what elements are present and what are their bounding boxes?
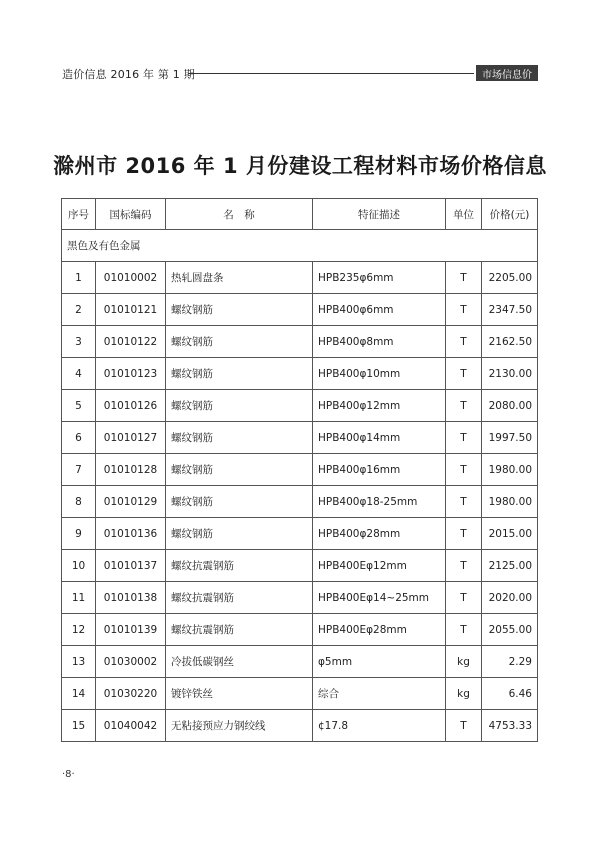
row-index: 12 xyxy=(62,614,96,646)
row-index: 5 xyxy=(62,390,96,422)
row-name: 螺纹抗震钢筋 xyxy=(166,582,313,614)
table-row xyxy=(62,614,538,646)
table-row xyxy=(62,390,538,422)
row-name: 镀锌铁丝 xyxy=(166,678,313,710)
row-price: 2130.00 xyxy=(482,358,538,390)
row-index: 3 xyxy=(62,326,96,358)
row-code: 01010139 xyxy=(96,614,166,646)
row-name: 螺纹抗震钢筋 xyxy=(166,550,313,582)
row-name: 螺纹抗震钢筋 xyxy=(166,614,313,646)
page-title: 滁州市 2016 年 1 月份建设工程材料市场价格信息 xyxy=(53,154,547,178)
row-index: 10 xyxy=(62,550,96,582)
row-code: 01010138 xyxy=(96,582,166,614)
row-code: 01010122 xyxy=(96,326,166,358)
row-unit: T xyxy=(446,582,482,614)
price-table xyxy=(61,198,538,742)
row-unit: T xyxy=(446,326,482,358)
row-code: 01010123 xyxy=(96,358,166,390)
table-row xyxy=(62,710,538,742)
col-header-name: 名 称 xyxy=(166,199,313,230)
row-name: 热轧圆盘条 xyxy=(166,262,313,294)
row-price: 2015.00 xyxy=(482,518,538,550)
section-badge: 市场信息价 xyxy=(476,65,538,81)
row-code: 01010002 xyxy=(96,262,166,294)
row-price: 2205.00 xyxy=(482,262,538,294)
row-price: 2020.00 xyxy=(482,582,538,614)
row-price: 6.46 xyxy=(482,678,538,710)
table-row xyxy=(62,326,538,358)
col-header-price: 价格(元) xyxy=(482,199,538,230)
row-price: 1980.00 xyxy=(482,454,538,486)
row-index: 14 xyxy=(62,678,96,710)
row-name: 螺纹钢筋 xyxy=(166,326,313,358)
issue-label: 造价信息 2016 年 第 1 期 xyxy=(62,68,195,81)
row-price: 1980.00 xyxy=(482,486,538,518)
row-price: 2125.00 xyxy=(482,550,538,582)
table-row xyxy=(62,294,538,326)
row-spec: HPB400φ14mm xyxy=(313,422,446,454)
row-spec: HPB400Eφ12mm xyxy=(313,550,446,582)
row-unit: kg xyxy=(446,678,482,710)
row-index: 13 xyxy=(62,646,96,678)
table-row xyxy=(62,422,538,454)
table-row xyxy=(62,454,538,486)
row-spec: HPB400φ6mm xyxy=(313,294,446,326)
row-unit: T xyxy=(446,550,482,582)
row-code: 01010128 xyxy=(96,454,166,486)
row-unit: T xyxy=(446,454,482,486)
row-code: 01010121 xyxy=(96,294,166,326)
row-unit: T xyxy=(446,422,482,454)
table-row xyxy=(62,486,538,518)
row-spec: HPB400Eφ28mm xyxy=(313,614,446,646)
row-name: 螺纹钢筋 xyxy=(166,390,313,422)
row-index: 11 xyxy=(62,582,96,614)
row-name: 螺纹钢筋 xyxy=(166,358,313,390)
row-index: 15 xyxy=(62,710,96,742)
row-index: 6 xyxy=(62,422,96,454)
row-index: 9 xyxy=(62,518,96,550)
category-label: 黑色及有色金属 xyxy=(62,230,538,262)
col-header-unit: 单位 xyxy=(446,199,482,230)
row-code: 01030220 xyxy=(96,678,166,710)
row-index: 1 xyxy=(62,262,96,294)
row-price: 2162.50 xyxy=(482,326,538,358)
row-unit: T xyxy=(446,358,482,390)
col-header-index: 序号 xyxy=(62,199,96,230)
table-row xyxy=(62,582,538,614)
row-name: 无粘接预应力钢绞线 xyxy=(166,710,313,742)
page-number: ·8· xyxy=(62,769,75,780)
row-code: 01010129 xyxy=(96,486,166,518)
table-row xyxy=(62,550,538,582)
table-row xyxy=(62,358,538,390)
row-code: 01010136 xyxy=(96,518,166,550)
row-code: 01030002 xyxy=(96,646,166,678)
row-spec: HPB235φ6mm xyxy=(313,262,446,294)
row-spec: HPB400φ8mm xyxy=(313,326,446,358)
row-unit: T xyxy=(446,262,482,294)
row-name: 螺纹钢筋 xyxy=(166,486,313,518)
row-unit: kg xyxy=(446,646,482,678)
row-code: 01010127 xyxy=(96,422,166,454)
row-spec: HPB400Eφ14~25mm xyxy=(313,582,446,614)
row-price: 4753.33 xyxy=(482,710,538,742)
row-index: 4 xyxy=(62,358,96,390)
row-index: 2 xyxy=(62,294,96,326)
row-unit: T xyxy=(446,518,482,550)
row-spec: 综合 xyxy=(313,678,446,710)
row-name: 螺纹钢筋 xyxy=(166,294,313,326)
row-spec: HPB400φ18-25mm xyxy=(313,486,446,518)
row-code: 01010126 xyxy=(96,390,166,422)
row-unit: T xyxy=(446,486,482,518)
row-spec: HPB400φ16mm xyxy=(313,454,446,486)
row-spec: HPB400φ28mm xyxy=(313,518,446,550)
table-row xyxy=(62,518,538,550)
category-row xyxy=(62,230,538,262)
table-row xyxy=(62,646,538,678)
row-unit: T xyxy=(446,614,482,646)
row-spec: HPB400φ12mm xyxy=(313,390,446,422)
row-name: 螺纹钢筋 xyxy=(166,454,313,486)
row-name: 螺纹钢筋 xyxy=(166,518,313,550)
row-name: 冷拔低碳钢丝 xyxy=(166,646,313,678)
row-code: 01010137 xyxy=(96,550,166,582)
row-price: 1997.50 xyxy=(482,422,538,454)
row-index: 8 xyxy=(62,486,96,518)
table-row xyxy=(62,678,538,710)
row-code: 01040042 xyxy=(96,710,166,742)
row-spec: φ5mm xyxy=(313,646,446,678)
col-header-spec: 特征描述 xyxy=(313,199,446,230)
table-row xyxy=(62,262,538,294)
row-price: 2347.50 xyxy=(482,294,538,326)
row-unit: T xyxy=(446,390,482,422)
col-header-code: 国标编码 xyxy=(96,199,166,230)
table-header-row xyxy=(62,199,538,230)
row-spec: HPB400φ10mm xyxy=(313,358,446,390)
row-spec: ¢17.8 xyxy=(313,710,446,742)
header-rule xyxy=(188,73,474,74)
row-unit: T xyxy=(446,710,482,742)
row-price: 2080.00 xyxy=(482,390,538,422)
row-name: 螺纹钢筋 xyxy=(166,422,313,454)
row-index: 7 xyxy=(62,454,96,486)
row-unit: T xyxy=(446,294,482,326)
row-price: 2.29 xyxy=(482,646,538,678)
row-price: 2055.00 xyxy=(482,614,538,646)
